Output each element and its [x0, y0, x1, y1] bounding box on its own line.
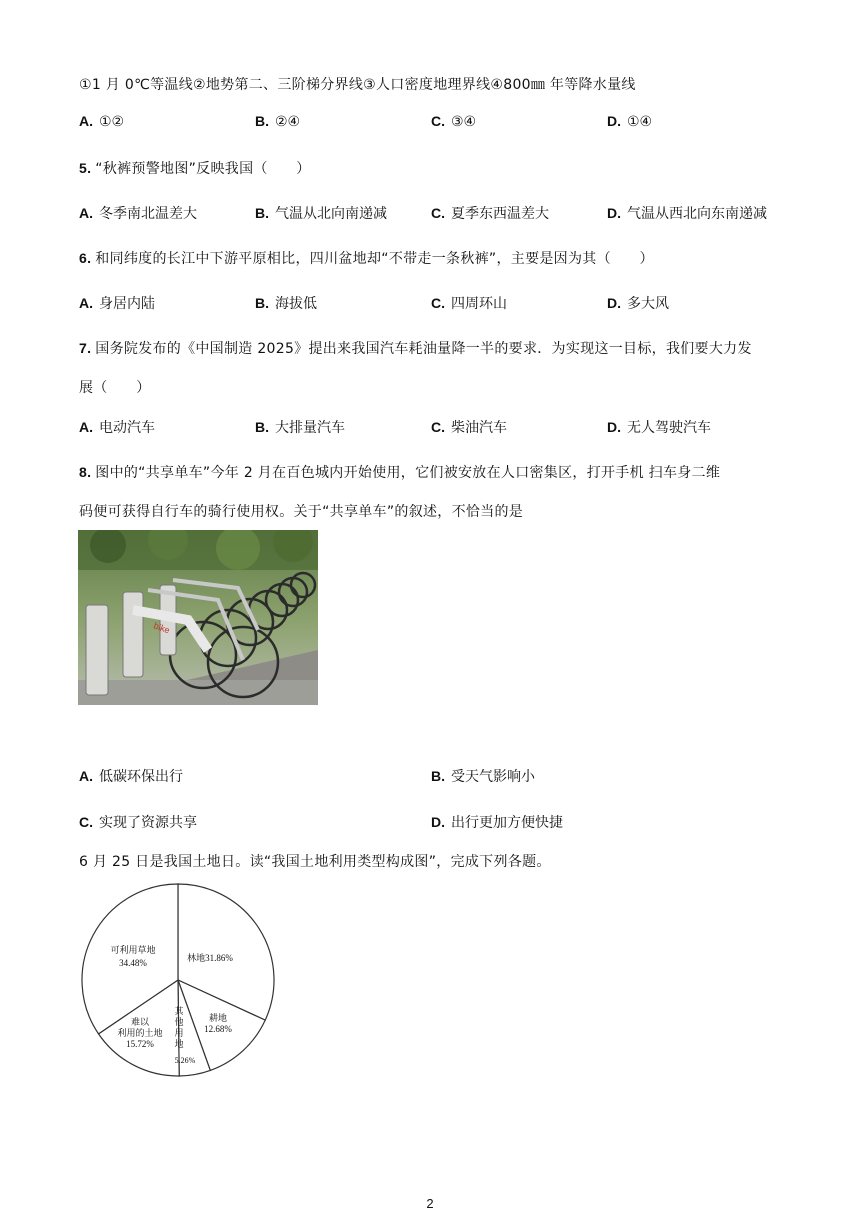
q6-stem: 6. 和同纬度的长江中下游平原相比，四川盆地却“不带走一条秋裤”，主要是因为其（ ） [79, 250, 654, 267]
q5-option-a[interactable]: A. 冬季南北温差大 [79, 205, 197, 222]
q6-option-c[interactable]: C. 四周环山 [431, 295, 507, 312]
q5-number: 5. [79, 160, 92, 176]
label-other-value: 5.26% [174, 1056, 196, 1065]
q5-option-b[interactable]: B. 气温从北向南递减 [255, 205, 387, 222]
q6-option-b[interactable]: B. 海拔低 [255, 295, 317, 312]
q7-option-a[interactable]: A. 电动汽车 [79, 419, 155, 436]
label-farm-name: 耕地 [208, 1013, 228, 1023]
label-other-char2: 他 [174, 1017, 184, 1027]
label-other-char3: 用 [174, 1028, 184, 1038]
q8-option-a[interactable]: A. 低碳环保出行 [79, 768, 183, 785]
label-farm-value: 12.68% [204, 1024, 232, 1034]
label-hard-line2: 利用的土地 [117, 1028, 163, 1038]
q4-option-a[interactable]: A. ①② [79, 113, 125, 130]
q8-stem-line1: 8. 图中的“共享单车”今年 2 月在百色城内开始使用，它们被安放在人口密集区，打开手机 扫车身二维 [79, 464, 721, 481]
q8-option-c[interactable]: C. 实现了资源共享 [79, 814, 197, 831]
q7-stem-line1: 7. 国务院发布的《中国制造 2025》提出来我国汽车耗油量降一半的要求．为实现这一目标，我们要大力发 [79, 340, 752, 357]
svg-text:bike: bike [152, 620, 172, 636]
q6-number: 6. [79, 250, 92, 266]
q4-stem: ①1 月 0℃等温线②地势第二、三阶梯分界线③人口密度地理界线④800㎜ 年等降水量线 [79, 77, 636, 93]
shared-bikes-photo [78, 530, 318, 705]
label-forest: 林地31.86% [187, 953, 233, 963]
q4-option-d[interactable]: D. ①④ [607, 113, 653, 130]
q8-option-b[interactable]: B. 受天气影响小 [431, 768, 535, 785]
q7-option-c[interactable]: C. 柴油汽车 [431, 419, 507, 436]
q7-number: 7. [79, 340, 92, 356]
q7-option-b[interactable]: B. 大排量汽车 [255, 419, 345, 436]
label-hard-value: 15.72% [126, 1039, 154, 1049]
land-day-intro: 6 月 25 日是我国土地日。读“我国土地利用类型构成图”，完成下列各题。 [79, 854, 551, 870]
q5-option-c[interactable]: C. 夏季东西温差大 [431, 205, 549, 222]
land-use-pie-chart [78, 880, 278, 1080]
q4-option-b[interactable]: B. ②④ [255, 113, 301, 130]
label-hard-line1: 难以 [130, 1017, 150, 1027]
q8-option-d[interactable]: D. 出行更加方便快捷 [431, 814, 563, 831]
q4-option-c[interactable]: C. ③④ [431, 113, 477, 130]
label-grass-value: 34.48% [119, 958, 147, 968]
q5-stem: 5. “秋裤预警地图”反映我国（ ） [79, 160, 311, 177]
q6-option-d[interactable]: D. 多大风 [607, 295, 669, 312]
q8-stem-line2: 码便可获得自行车的骑行使用权。关于“共享单车”的叙述，不恰当的是 [79, 504, 524, 520]
q8-number: 8. [79, 464, 92, 480]
q5-option-d[interactable]: D. 气温从西北向东南递减 [607, 205, 767, 222]
page-number: 2 [426, 1196, 434, 1211]
label-other-char4: 地 [174, 1039, 184, 1049]
label-grass-name: 可利用草地 [110, 945, 156, 955]
q7-option-d[interactable]: D. 无人驾驶汽车 [607, 419, 711, 436]
q7-stem-line2: 展（ ） [79, 380, 151, 396]
q6-option-a[interactable]: A. 身居内陆 [79, 295, 155, 312]
label-other-char1: 其 [174, 1006, 184, 1016]
